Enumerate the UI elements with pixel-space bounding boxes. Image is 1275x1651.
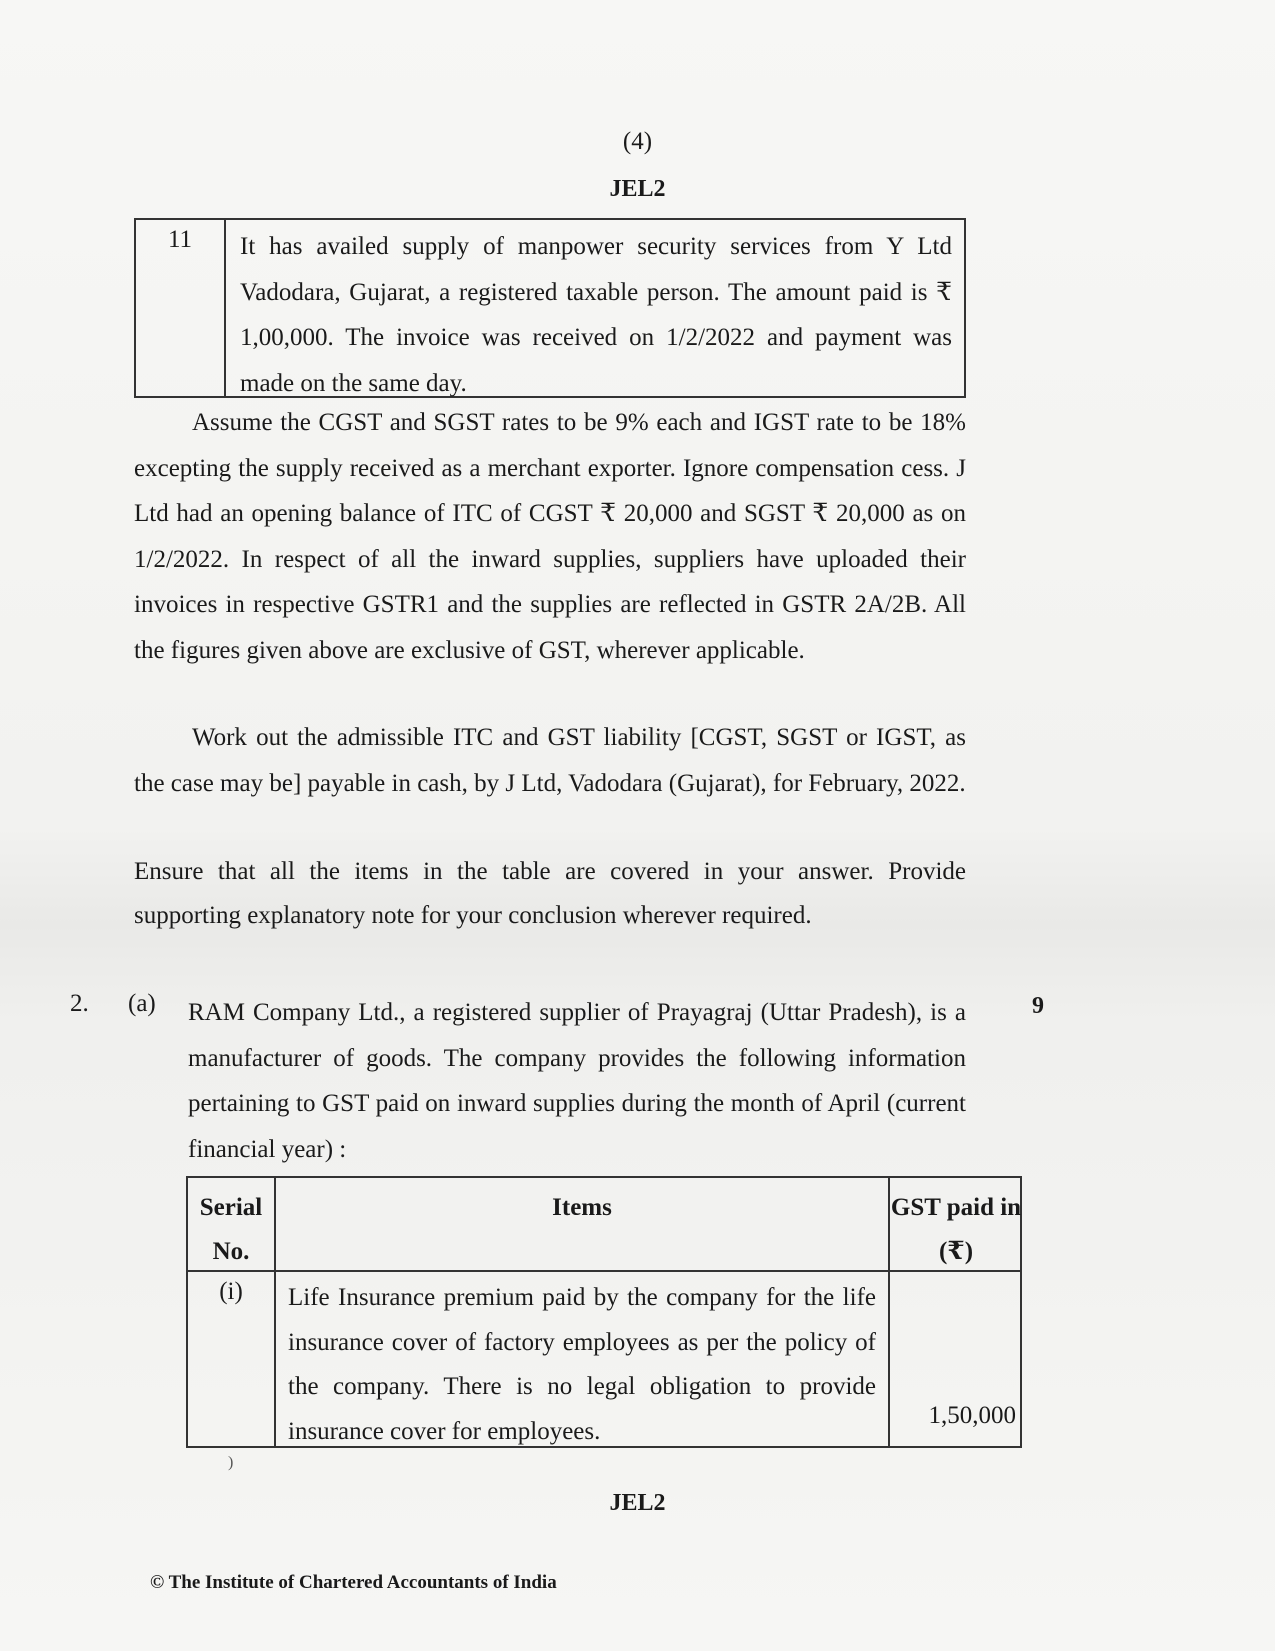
- copyright-footer: © The Institute of Chartered Accountants of India: [150, 1572, 557, 1593]
- row-item: Life Insurance premium paid by the company for the life insurance cover of factory employees as per the policy of the company. There is no legal obligation to provide insurance cover for employees.: [288, 1284, 876, 1445]
- row-serial: (i): [219, 1278, 243, 1305]
- row-gst-paid: 1,50,000: [928, 1402, 1016, 1429]
- question-number: 2.: [70, 990, 89, 1017]
- header-gst-paid: GST paid in (₹): [890, 1194, 1022, 1265]
- work-out-paragraph: Work out the admissible ITC and GST liability [CGST, SGST or IGST, as the case may be] payable in cash, by J Ltd, Vadodara (Gujarat), for February, 2022.: [134, 724, 966, 797]
- page-number: (4): [622, 128, 653, 155]
- question-2a-text: RAM Company Ltd., a registered supplier of Prayagraj (Uttar Pradesh), is a manufacturer of goods. The company provides the following information pertaining to GST paid on inward supplies during the month of April (current financial year) :: [188, 999, 966, 1163]
- gst-inward-supplies-table: [186, 1176, 1022, 1448]
- header-serial-no: Serial No.: [199, 1194, 263, 1265]
- sub-question-label: (a): [128, 990, 156, 1017]
- ensure-paragraph: Ensure that all the items in the table are covered in your answer. Provide supporting explanatory note for your conclusion wherever required.: [134, 858, 966, 929]
- assumptions-paragraph: Assume the CGST and SGST rates to be 9% each and IGST rate to be 18% excepting the supply received as a merchant exporter. Ignore compensation cess. J Ltd had an opening balance of ITC of CGST ₹ 20,000 and SGST ₹ 20,000 as on 1/2/2022. In respect of all the inward supplies, suppliers have uploaded their invoices in respective GSTR1 and the supplies are reflected in GSTR 2A/2B. All the figures given above are exclusive of GST, wherever applicable.: [134, 409, 966, 664]
- header-items: Items: [552, 1194, 612, 1221]
- item-text: It has availed supply of manpower security services from Y Ltd Vadodara, Gujarat, a registered taxable person. The amount paid is ₹ 1,00,000. The invoice was received on 1/2/2022 and payment was made on the same day.: [240, 233, 952, 397]
- paper-code-footer: JEL2: [609, 1490, 666, 1516]
- marks: 9: [1032, 993, 1044, 1019]
- question-11-table: [134, 218, 966, 398]
- stray-mark: ): [228, 1454, 234, 1471]
- item-number: 11: [136, 220, 226, 396]
- paper-code-header: JEL2: [609, 176, 666, 202]
